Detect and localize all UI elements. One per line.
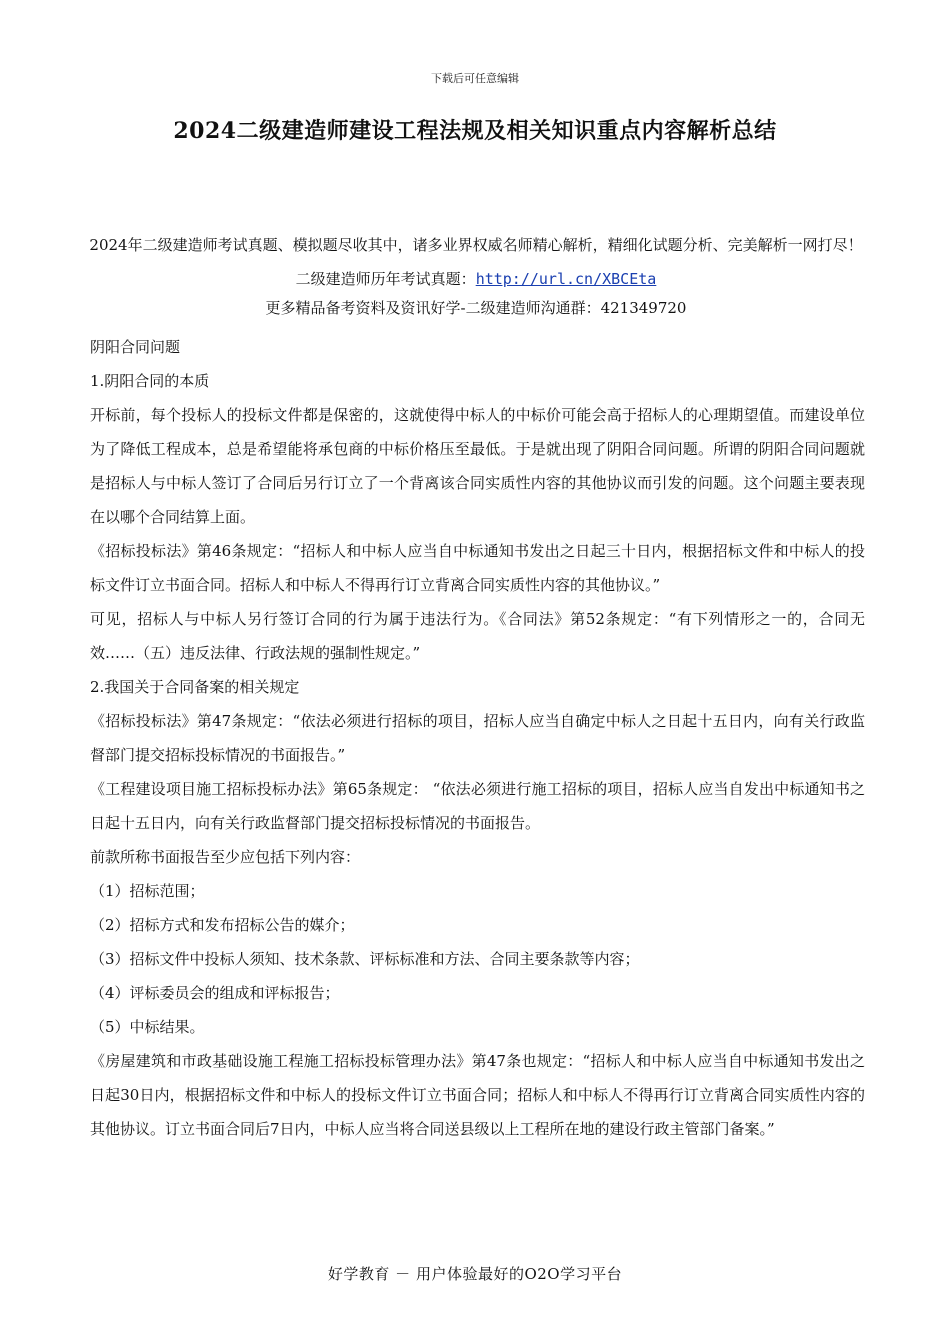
intro-line2: 更多精品备考资料及资讯好学-二级建造师沟通群：421349720 xyxy=(265,299,687,317)
page-footer: 好学教育 － 用户体验最好的O2O学习平台 xyxy=(327,1265,623,1283)
paragraph-2-1: 《招标投标法》第47条规定：“依法必须进行招标的项目，招标人应当自确定中标人之日起十五日内，向有关行政监督部门提交招标投标情况的书面报告。” xyxy=(90,712,865,764)
exam-link[interactable]: http://url.cn/XBCEta xyxy=(475,270,657,288)
section-heading-1: 1.阴阳合同的本质 xyxy=(90,372,210,390)
intro-block xyxy=(88,228,864,320)
paragraph-1-3: 可见，招标人与中标人另行签订合同的行为属于违法行为。《合同法》第52条规定：“有下列情形之一的，合同无效……（五）违反法律、行政法规的强制性规定。” xyxy=(90,610,865,662)
list-item: （3）招标文件中投标人须知、技术条款、评标标准和方法、合同主要条款等内容； xyxy=(90,950,640,968)
list-item: （5）中标结果。 xyxy=(90,1018,205,1036)
section-heading-2: 2.我国关于合同备案的相关规定 xyxy=(90,678,300,696)
list-item: （4）评标委员会的组成和评标报告； xyxy=(90,984,340,1002)
document-body xyxy=(90,330,865,1146)
list-item: （2）招标方式和发布招标公告的媒介； xyxy=(90,916,355,934)
header-note: 下载后可任意编辑 xyxy=(431,72,519,85)
paragraph-2-2: 《工程建设项目施工招标投标办法》第65条规定： “依法必须进行施工招标的项目，招标人应当自发出中标通知书之日起十五日内，向有关行政监督部门提交招标投标情况的书面报告。 xyxy=(90,780,865,832)
list-item: （1）招标范围； xyxy=(90,882,205,900)
page-title: 2024二级建造师建设工程法规及相关知识重点内容解析总结 xyxy=(173,118,777,144)
paragraph-1-2: 《招标投标法》第46条规定：“招标人和中标人应当自中标通知书发出之日起三十日内，根据招标文件和中标人的投标文件订立书面合同。招标人和中标人不得再行订立背离合同实质性内容的其他协议。” xyxy=(90,542,865,594)
intro-text xyxy=(88,228,864,296)
paragraph-2-3: 前款所称书面报告至少应包括下列内容： xyxy=(90,848,361,866)
paragraph-2-4: 《房屋建筑和市政基础设施工程施工招标投标管理办法》第47条也规定：“招标人和中标人应当自中标通知书发出之日起30日内，根据招标文件和中标人的投标文件订立书面合同；招标人和中标人不得再行订立背离合同实质性内容的其他协议。订立书面合同后7日内，中标人应当将合同送县级以上工程所在地的建设行政主管部门备案。” xyxy=(90,1052,865,1138)
paragraph-1-1: 开标前，每个投标人的投标文件都是保密的，这就使得中标人的中标价可能会高于招标人的心理期望值。而建设单位为了降低工程成本，总是希望能将承包商的中标价格压至最低。于是就出现了阴阳合同问题。所谓的阴阳合同问题就是招标人与中标人签订了合同后另行订立了一个背离该合同实质性内容的其他协议而引发的问题。这个问题主要表现在以哪个合同结算上面。 xyxy=(90,406,865,526)
intro-line1: 2024年二级建造师考试真题、模拟题尽收其中，诸多业界权威名师精心解析，精细化试题分析、完美解析一网打尽！二级建造师历年考试真题： xyxy=(89,236,863,288)
section-heading-yinyang: 阴阳合同问题 xyxy=(90,338,181,356)
